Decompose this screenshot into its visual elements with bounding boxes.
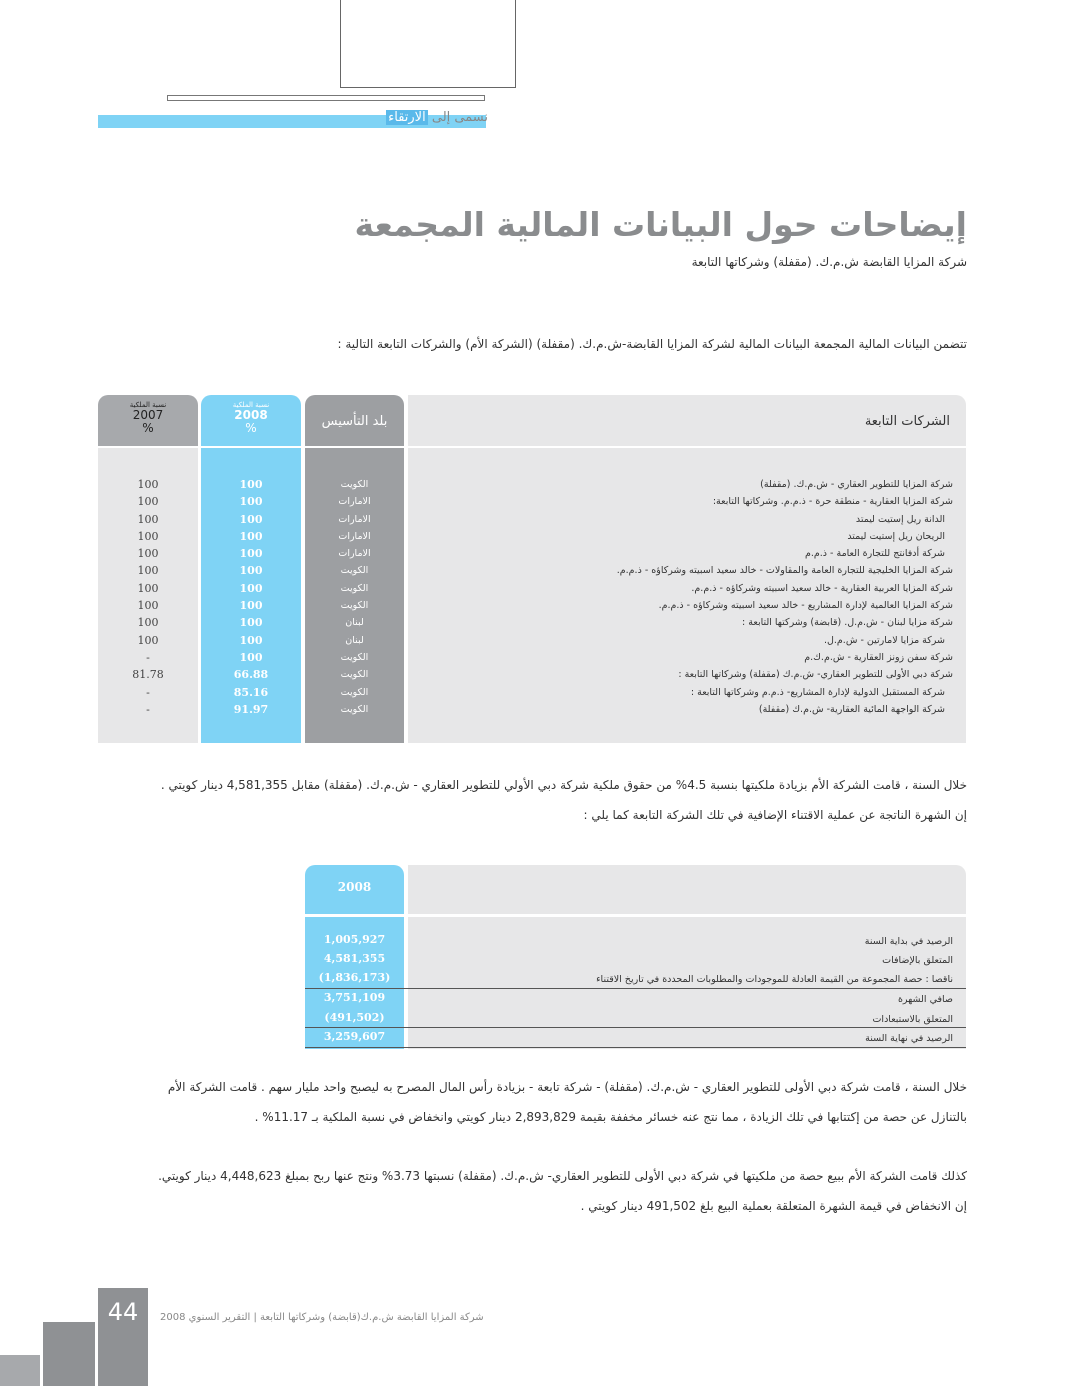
header-year: 2008 bbox=[234, 408, 268, 422]
subsidiary-country: لبنان bbox=[345, 634, 364, 646]
subsidiary-name: شركة المزايا العقارية - منطقة حرة - ذ.م.م. وشركاتها التابعة: bbox=[712, 496, 953, 508]
goodwill-row-label: المتعلق بالاستبعادات bbox=[872, 1014, 953, 1025]
decorative-bar bbox=[167, 95, 485, 101]
ownership-2008: 100 bbox=[239, 581, 263, 595]
page-title: إيضاحات حول البيانات المالية المجمعة bbox=[354, 205, 967, 244]
ownership-2007: - bbox=[146, 650, 150, 664]
subsidiary-name: شركة الواجهة المائية العقارية- ش.م.ك (مقفلة) bbox=[758, 703, 945, 715]
ownership-2008: 91.97 bbox=[233, 702, 269, 716]
paragraph-4-line-1: كذلك قامت الشركة الأم ببيع حصة من ملكيتها في شركة دبي الأولى للتطوير العقاري- ش.م.ك. (مقفلة) نسبتها 3.73% ونتج عنها ربح بمبلغ 4,448,623 دينار كويتي. bbox=[158, 1169, 967, 1183]
subsidiary-country: الامارات bbox=[338, 548, 371, 560]
subsidiary-name: شركة المزايا للتطوير العقاري - ش.م.ك. (مقفلة) bbox=[760, 479, 953, 490]
paragraph-3-line-1: خلال السنة ، قامت شركة دبي الأولى للتطوير العقاري - ش.م.ك. (مقفلة) - شركة تابعة - بزيادة رأس المال المصرح به ليصبح واحد مليار سهم . قامت الشركة الأم bbox=[167, 1080, 967, 1094]
ownership-2007: 100 bbox=[137, 529, 159, 543]
subsidiary-country: الكويت bbox=[340, 582, 369, 594]
subsidiary-country: الكويت bbox=[340, 651, 369, 663]
header-2008 bbox=[201, 401, 301, 435]
subsidiary-country: الكويت bbox=[340, 703, 369, 715]
subsidiary-name: شركة مزايا لبنان - ش.م.ل. (قابضة) وشركتها التابعة : bbox=[742, 617, 953, 629]
ownership-2007: 100 bbox=[137, 581, 159, 595]
goodwill-row-label: الرصيد في نهاية السنة bbox=[865, 1033, 953, 1044]
ownership-2008: 100 bbox=[239, 616, 263, 630]
goodwill-row-label: المتعلق بالإضافات bbox=[882, 955, 953, 966]
header-ownership-label: نسبة الملكية bbox=[129, 401, 167, 409]
goodwill-row-value: (1,836,173) bbox=[318, 971, 391, 984]
ownership-2007: 100 bbox=[137, 478, 159, 491]
divider bbox=[305, 1047, 966, 1048]
subsidiary-name: الدانة ريل إستيت ليمتد bbox=[855, 513, 945, 525]
subsidiary-country: الامارات bbox=[338, 513, 371, 525]
subsidiary-name: شركة سفن زونز العقارية - ش.م.ك.م bbox=[804, 651, 953, 663]
subsidiary-name: شركة مزايا لامارتين - ش.م.ل. bbox=[823, 634, 945, 646]
footer-block bbox=[43, 1322, 95, 1386]
subsidiary-country: الكويت bbox=[340, 479, 369, 490]
goodwill-header-label-cell bbox=[408, 865, 966, 914]
subsidiary-name: شركة المزايا العالمية لإدارة المشاريع - خالد سعيد اسبيته وشركاؤه - ذ.م.م. bbox=[658, 600, 953, 612]
subsidiary-name: شركة المزايا الخليجية للتجارة العامة والمقاولات - خالد سعيد اسبيته وشركاؤه - ذ.م.م. bbox=[616, 565, 953, 577]
ownership-2008: 100 bbox=[239, 599, 263, 613]
ownership-2008: 100 bbox=[239, 529, 263, 543]
subsidiary-country: الامارات bbox=[338, 496, 371, 508]
page-number: 44 bbox=[107, 1298, 139, 1326]
paragraph-3-line-2: بالتنازل عن حصة من إكتتابها في تلك الزيادة ، مما نتج عنه خسائر مخففة بقيمة 2,893,829 دينار كويتي وانخفاض في نسبة الملكية بـ 11.17% . bbox=[254, 1110, 967, 1124]
ownership-2008: 100 bbox=[239, 547, 263, 561]
ownership-2008: 100 bbox=[239, 564, 263, 578]
ownership-2007: 100 bbox=[137, 512, 159, 526]
subsidiary-name: شركة المزايا العربية العقارية - خالد سعيد اسبيته وشركاؤه - ذ.م.م. bbox=[691, 582, 953, 594]
ownership-2007: - bbox=[146, 702, 150, 716]
paragraph-1: خلال السنة ، قامت الشركة الأم بزيادة ملكيتها بنسبة 4.5% من حقوق ملكية شركة دبي الأولي للتطوير العقاري - ش.م.ك. (مقفلة) مقابل 4,581,355 دينار كويتي . bbox=[160, 778, 967, 792]
goodwill-row-value: (491,502) bbox=[324, 1011, 385, 1024]
subsidiary-names bbox=[533, 476, 953, 718]
header-2007 bbox=[98, 401, 198, 435]
ownership-2007: 81.78 bbox=[132, 668, 164, 682]
slogan-mid: إلى bbox=[431, 110, 451, 125]
subsidiary-country: الكويت bbox=[340, 600, 369, 612]
page-subtitle: شركة المزايا القابضة ش.م.ك. (مقفلة) وشركاتها التابعة bbox=[691, 255, 967, 269]
goodwill-row-value: 3,751,109 bbox=[323, 991, 386, 1004]
subsidiary-country: الكويت bbox=[340, 686, 369, 698]
footer-block bbox=[0, 1355, 40, 1386]
header-percent: % bbox=[142, 421, 154, 435]
ownership-2007: 100 bbox=[137, 564, 159, 578]
subsidiary-name: شركة أدفانتج للتجارة العامة - ذ.م.م bbox=[804, 548, 945, 560]
header-subsidiaries: الشركات التابعة bbox=[864, 414, 950, 429]
ownership-2007: 100 bbox=[137, 547, 159, 561]
ownership-2007: 100 bbox=[137, 495, 159, 509]
header-country: بلد التأسيس bbox=[321, 414, 388, 429]
ownership-2008-values bbox=[201, 476, 301, 718]
ownership-2007-values bbox=[98, 476, 198, 718]
subsidiary-name: الريحان ريل إستيت ليمتد bbox=[847, 530, 945, 542]
ownership-2007: 100 bbox=[137, 599, 159, 613]
subsidiary-country: الامارات bbox=[338, 530, 371, 542]
ownership-2008: 66.88 bbox=[233, 668, 269, 682]
subsidiary-country: لبنان bbox=[345, 617, 364, 629]
goodwill-row-label: الرصيد في بداية السنة bbox=[864, 936, 953, 947]
goodwill-row-label: ناقصا : حصة المجموعة من القيمة العادلة للموجودات والمطلوبات المحددة في تاريخ الاقتناء bbox=[596, 974, 953, 985]
ownership-2007: - bbox=[146, 685, 150, 699]
subsidiary-name: شركة دبي الأولى للتطوير العقاري- ش.م.ك (مقفلة) وشركاتها التابعة : bbox=[678, 669, 953, 681]
ownership-2008: 100 bbox=[239, 633, 263, 647]
ownership-2008: 100 bbox=[239, 650, 263, 664]
header-year: 2007 bbox=[132, 408, 164, 422]
paragraph-4-line-2: إن الانخفاض في قيمة الشهرة المتعلقة بعملية البيع بلغ 491,502 دينار كويتي . bbox=[580, 1199, 967, 1213]
intro-text: تتضمن البيانات المالية المجمعة البيانات المالية لشركة المزايا القابضة-ش.م.ك. (مقفلة) (الشركة الأم) والشركات التابعة التالية : bbox=[337, 337, 967, 351]
divider bbox=[305, 988, 966, 989]
ownership-2008: 100 bbox=[239, 495, 263, 509]
subsidiary-countries bbox=[305, 476, 404, 718]
slogan-main: نسمى bbox=[454, 110, 488, 125]
ownership-2008: 85.16 bbox=[233, 685, 269, 699]
subsidiary-country: الكويت bbox=[340, 565, 369, 577]
header-ownership-label: نسبة الملكية bbox=[232, 401, 270, 409]
footer-text: شركة المزايا القابضة ش.م.ك(قابضة) وشركاتها التابعة | التقرير السنوي 2008 bbox=[160, 1312, 484, 1323]
slogan-highlight: الارتقاء bbox=[388, 110, 426, 125]
slogan bbox=[340, 110, 488, 130]
subsidiary-country: الكويت bbox=[340, 669, 369, 681]
goodwill-row-label: صافي الشهرة bbox=[897, 994, 953, 1005]
decorative-frame bbox=[340, 0, 516, 88]
paragraph-2: إن الشهرة الناتجة عن عملية الاقتناء الإضافية في تلك الشركة التابعة كما يلي : bbox=[583, 808, 967, 822]
goodwill-year: 2008 bbox=[337, 880, 372, 894]
goodwill-row-value: 4,581,355 bbox=[323, 952, 386, 965]
ownership-2007: 100 bbox=[137, 633, 159, 647]
ownership-2008: 100 bbox=[239, 478, 263, 491]
goodwill-row-value: 3,259,607 bbox=[323, 1030, 386, 1043]
ownership-2007: 100 bbox=[137, 616, 159, 630]
goodwill-row-value: 1,005,927 bbox=[323, 933, 386, 946]
header-percent: % bbox=[245, 421, 257, 435]
divider bbox=[305, 1027, 966, 1028]
subsidiary-name: شركة المستقبل الدولية لإدارة المشاريع- ذ.م.م وشركاتها التابعة : bbox=[690, 686, 945, 698]
ownership-2008: 100 bbox=[239, 512, 263, 526]
